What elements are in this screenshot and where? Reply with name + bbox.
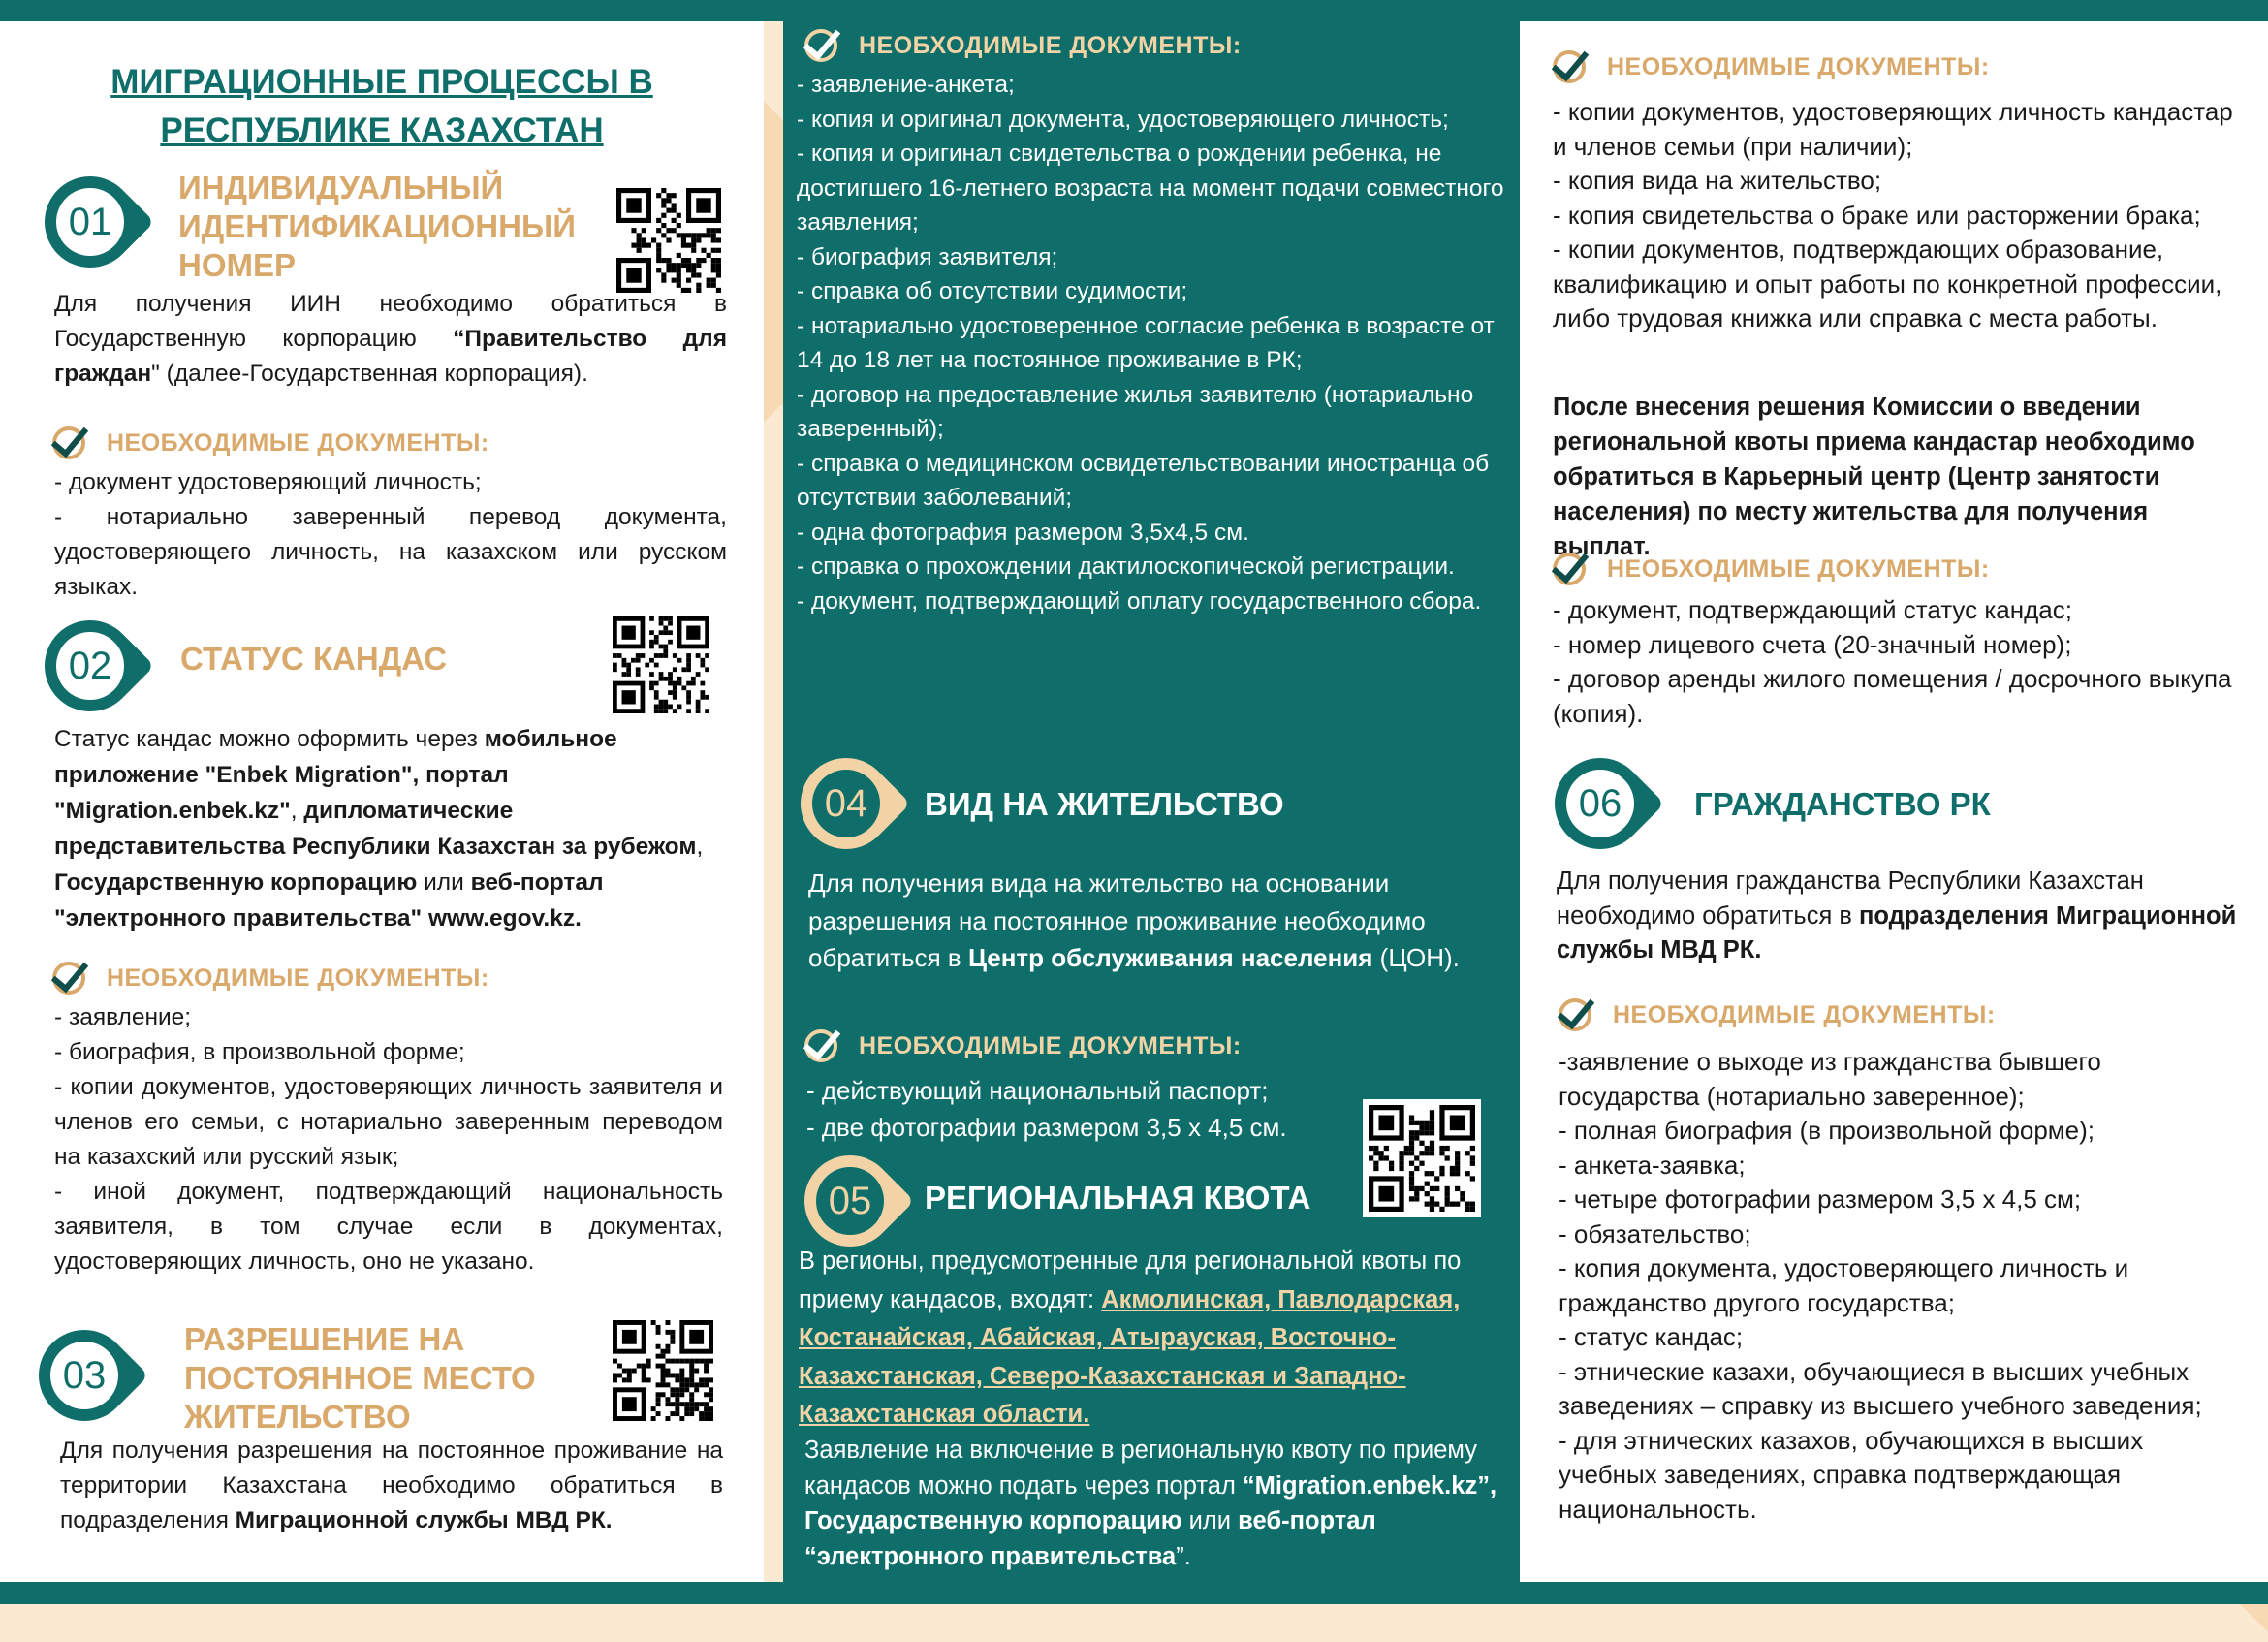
- quota-note: После внесения решения Комиссии о введении региональной квоты приема кандастар необходимо обратиться в Карьерный центр (Центр занятости населения) по месту жительства для получения выплат.: [1553, 394, 2195, 560]
- check-circle-icon: [52, 423, 93, 463]
- bottom-bar: [0, 1582, 2268, 1604]
- docs-header: НЕОБХОДИМЫЕ ДОКУМЕНТЫ:: [1559, 995, 1996, 1035]
- text-run: веб-портал "электронного правительства" www.egov.kz.: [54, 869, 604, 932]
- iin-intro: Для получения ИИН необходимо обратиться в Государственную корпорацию “Правительство для граждан" (далее-Государственная корпорация).: [54, 291, 727, 387]
- qr-code-icon: [616, 188, 721, 293]
- text-run: дипломатические представительства Республики Казахстан за рубежом: [54, 798, 697, 860]
- text-run: ,: [290, 798, 304, 824]
- iin-docs-list: - документ удостоверяющий личность; - нотариально заверенный перевод документа, удостоверяющего личность, на казахском или русском языках.: [54, 469, 727, 600]
- kandas-docs-list: - заявление; - биография, в произвольной форме; - копии документов, удостоверяющих личность заявителя и членов его семьи, с нотариально заверенным переводом на казахский или русский язык; - иной документ, подтверждающий национальность заявителя, в том случае если в документах, удостоверяющих личность, оно не указано.: [54, 1004, 723, 1275]
- number-badge-03: 03: [39, 1330, 130, 1421]
- check-circle-icon: [804, 1026, 845, 1066]
- text-run: или: [1181, 1507, 1239, 1534]
- section-title-regional-quota: РЕГИОНАЛЬНАЯ КВОТА: [925, 1180, 1311, 1216]
- residence-card-intro: Для получения вида на жительство на основании разрешения на постоянное проживание необходимо обратиться в Центр обслуживания населения (ЦОН).: [808, 868, 1460, 972]
- text-run: мобильное приложение "Enbek Migration", портал "Migration.enbek.kz": [54, 726, 617, 824]
- quota-docs-list: - копии документов, удостоверяющих личность кандастар и членов семьи (при наличии); - копия вида на жительство; - копия свидетельства о браке или расторжении брака; - копии документов, подтверждающих образование, квалификацию и опыт работы по конкретной профессии, либо трудовая книжка или справка с места работы.: [1553, 97, 2233, 332]
- regions-link[interactable]: Акмолинская, Павлодарская, Костанайская, Абайская, Атырауская, Восточно-Казахстанская, Северо-Казахстанская и Западно-Казахстанская области.: [799, 1285, 1461, 1428]
- number-badge-01: 01: [45, 176, 136, 268]
- top-bar: [0, 0, 2268, 21]
- regional-quota-intro: В регионы, предусмотренные для региональной квоты по приему кандасов, входят: Акмолинская, Павлодарская, Костанайская, Абайская, Атырауская, Восточно-Казахстанская, Северо-Казахстанская и Западно-Казахстанская области.: [799, 1247, 1462, 1428]
- text-run: “Migration.enbek.kz”, Государственную корпорацию: [804, 1471, 1497, 1534]
- check-circle-icon: [1553, 47, 1593, 87]
- docs-header: НЕОБХОДИМЫЕ ДОКУМЕНТЫ:: [52, 423, 489, 463]
- check-circle-icon: [804, 25, 845, 66]
- kandas-intro: [54, 721, 727, 936]
- section-title-citizenship: ГРАЖДАНСТВО РК: [1694, 786, 1991, 822]
- number-badge-06: 06: [1555, 758, 1646, 849]
- text-run: Заявление на включение в региональную квоту по приему кандасов можно подать через портал: [804, 1437, 1477, 1500]
- panel-right: [1520, 21, 2268, 1582]
- qr-code-icon: [613, 616, 709, 713]
- check-circle-icon: [1553, 549, 1593, 589]
- docs-header: НЕОБХОДИМЫЕ ДОКУМЕНТЫ:: [804, 25, 1242, 66]
- text-run: ,: [696, 834, 704, 860]
- qr-code-icon: [613, 1320, 713, 1421]
- panel-middle: [783, 21, 1520, 1582]
- text-run: Статус кандас можно оформить через: [54, 726, 485, 752]
- check-circle-icon: [1559, 995, 1599, 1035]
- panel-left: [0, 21, 764, 1582]
- docs-header: НЕОБХОДИМЫЕ ДОКУМЕНТЫ:: [1553, 549, 1990, 589]
- text-run: ”.: [1176, 1542, 1191, 1570]
- qr-code-icon: [1363, 1099, 1481, 1217]
- residence-docs-list: - заявление-анкета; - копия и оригинал документа, удостоверяющего личность; - копия и оригинал свидетельства о рождении ребенка, не достигшего 16-летнего возраста на момент подачи совместного заявления; - биография заявителя; - справка об отсутствии судимости; - нотариально удостоверенное согласие ребенка в возрасте от 14 до 18 лет на постоянное проживание в РК; - договор на предоставление жилья заявителю (нотариально заверенный); - справка о медицинском освидетельствовании иностранца об отсутствии заболеваний; - одна фотография размером 3,5х4,5 см. - справка о прохождении дактилоскопической регистрации. - документ, подтверждающий оплату государственного сбора.: [797, 72, 1504, 615]
- section-title-residence-card: ВИД НА ЖИТЕЛЬСТВО: [925, 786, 1284, 822]
- text-run: Государственную корпорацию: [54, 869, 418, 896]
- docs-header: НЕОБХОДИМЫЕ ДОКУМЕНТЫ:: [1553, 47, 1990, 87]
- docs-header: НЕОБХОДИМЫЕ ДОКУМЕНТЫ:: [52, 958, 489, 998]
- number-badge-05: 05: [804, 1155, 896, 1247]
- regional-quota-apply: [804, 1433, 1502, 1574]
- number-badge-02: 02: [45, 620, 136, 711]
- residence-permit-intro: Для получения разрешения на постоянное проживание на территории Казахстана необходимо обратиться в подразделения Миграционной службы МВД РК.: [60, 1437, 723, 1533]
- section-title-residence-permit: РАЗРЕШЕНИЕ НА ПОСТОЯННОЕ МЕСТО ЖИТЕЛЬСТВО: [184, 1321, 536, 1435]
- section-title-iin: ИНДИВИДУАЛЬНЫЙ ИДЕНТИФИКАЦИОННЫЙ НОМЕР: [178, 170, 576, 283]
- text-run: или: [417, 869, 471, 896]
- docs-header: НЕОБХОДИМЫЕ ДОКУМЕНТЫ:: [804, 1026, 1242, 1066]
- citizenship-docs-list: -заявление о выходе из гражданства бывшего государства (нотариально заверенное); - полная биография (в произвольной форме); - анкета-заявка; - четыре фотографии размером 3,5 х 4,5 см; - обязательство; - копия документа, удостоверяющего личность и гражданство другого государства; - статус кандас; - этнические казахи, обучающиеся в высших учебных заведениях – справку из высшего учебного заведения; - для этнических казахов, обучающихся в высших учебных заведениях, справка подтверждающая национальность.: [1559, 1047, 2202, 1524]
- number-badge-04: 04: [801, 758, 892, 849]
- residence-card-docs-list: - действующий национальный паспорт; - две фотографии размером 3,5 х 4,5 см.: [806, 1076, 1287, 1142]
- citizenship-intro: Для получения гражданства Республики Казахстан необходимо обратиться в подразделения Миграционной службы МВД РК.: [1557, 868, 2237, 963]
- text-run: веб-портал “электронного правительства: [804, 1507, 1376, 1570]
- page-title: МИГРАЦИОННЫЕ ПРОЦЕССЫ В РЕСПУБЛИКЕ КАЗАХСТАН: [110, 63, 653, 149]
- section-title-kandas: СТАТУС КАНДАС: [180, 641, 448, 677]
- check-circle-icon: [52, 958, 93, 998]
- quota-payment-docs-list: - документ, подтверждающий статус кандас; - номер лицевого счета (20-значный номер); - договор аренды жилого помещения / досрочного выкупа (копия).: [1553, 595, 2232, 728]
